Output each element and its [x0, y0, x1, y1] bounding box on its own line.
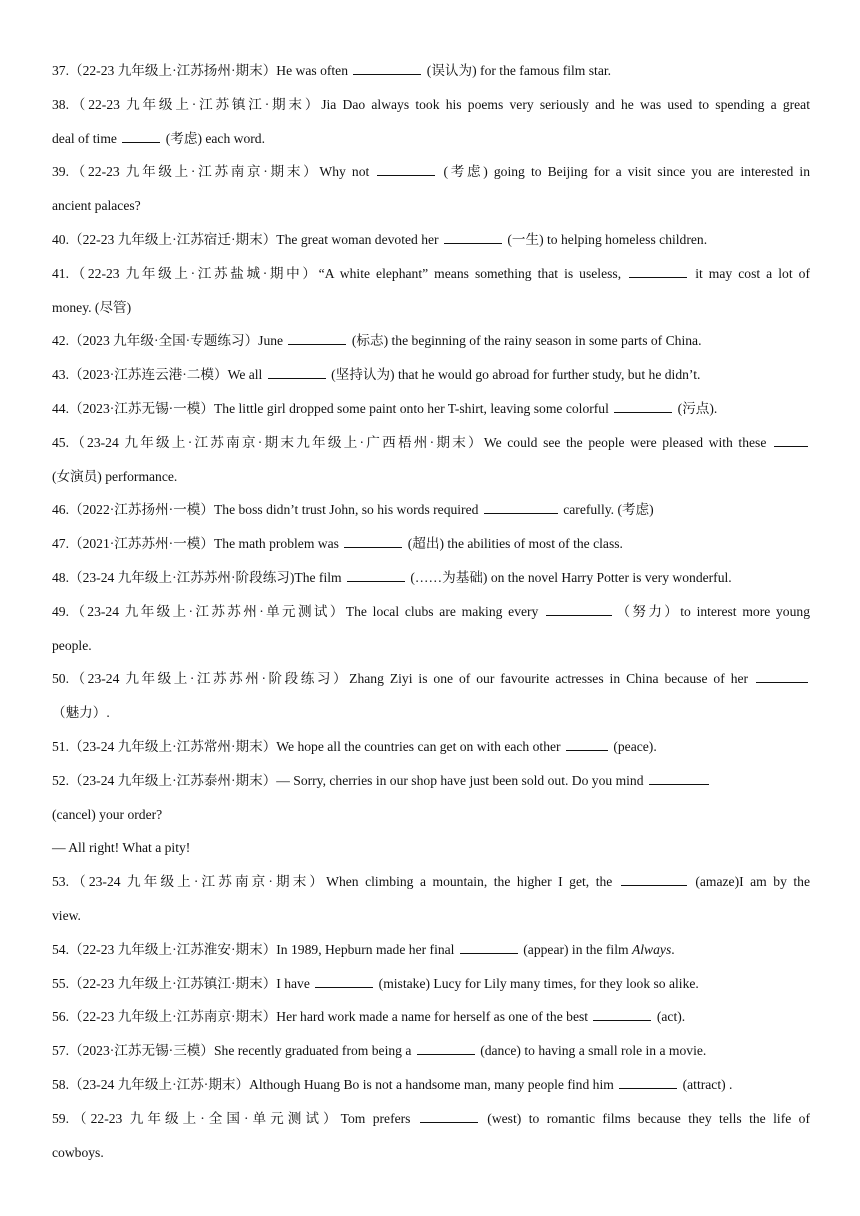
answer-blank[interactable]	[347, 569, 405, 582]
question-text: (peace).	[609, 738, 657, 754]
question-text: (amaze)I am by the	[688, 874, 810, 890]
question-text: it may cost a lot of	[689, 265, 810, 281]
question-text: cowboys.	[52, 1144, 104, 1160]
question-item	[52, 1034, 810, 1068]
question-item	[52, 561, 810, 595]
question-line	[52, 223, 810, 257]
question-item	[52, 54, 810, 88]
question-text: (appear) in the film	[519, 941, 632, 957]
question-line	[52, 730, 810, 764]
question-item	[52, 730, 810, 764]
question-text: 56.（22-23 九年级上·江苏南京·期末）Her hard work made a name for herself as one of the best	[52, 1009, 592, 1025]
question-text: 50.（23-24 九年级上·江苏苏州·阶段练习）Zhang Ziyi is one of our favourite actresses in China because of her	[52, 671, 754, 687]
question-line	[52, 122, 810, 156]
question-text: (超出) the abilities of most of the class.	[404, 536, 623, 552]
question-item	[52, 865, 810, 933]
question-text: 47.（2021·江苏苏州·一模）The math problem was	[52, 536, 343, 552]
question-text: (坚持认为) that he would go abroad for further study, but he didn’t.	[327, 367, 701, 383]
answer-blank[interactable]	[444, 231, 502, 244]
question-item	[52, 967, 810, 1001]
answer-blank[interactable]	[460, 941, 518, 954]
question-text: (act).	[653, 1009, 686, 1025]
question-line	[52, 88, 810, 122]
answer-blank[interactable]	[484, 501, 558, 514]
question-text: 48.（23-24 九年级上·江苏苏州·阶段练习)The film	[52, 569, 345, 585]
answer-blank[interactable]	[566, 738, 608, 751]
question-line	[52, 1034, 810, 1068]
answer-blank[interactable]	[288, 332, 346, 345]
question-text: (考虑) going to Beijing for a visit since you are interested in	[437, 164, 810, 180]
question-line	[52, 865, 810, 899]
question-text: ancient palaces?	[52, 198, 141, 214]
question-text: 37.（22-23 九年级上·江苏扬州·期末）He was often	[52, 63, 352, 78]
question-text: view.	[52, 907, 81, 923]
question-text: 55.（22-23 九年级上·江苏镇江·期末）I have	[52, 975, 314, 991]
question-text: (误认为) for the famous film star.	[423, 63, 612, 78]
question-item	[52, 88, 810, 156]
question-line	[52, 1102, 810, 1136]
question-text: (attract) .	[679, 1076, 733, 1092]
question-text: （魅力）.	[52, 705, 110, 721]
question-text: 44.（2023·江苏无锡·一模）The little girl dropped some paint onto her T-shirt, leaving some colorful	[52, 400, 613, 416]
question-line	[52, 527, 810, 561]
question-text: 38.（22-23 九年级上·江苏镇江·期末）Jia Dao always took his poems very seriously and he was used to spending a great	[52, 96, 810, 112]
question-text: (考虑) each word.	[162, 130, 265, 146]
question-line	[52, 831, 810, 865]
italic-title: Always	[631, 941, 672, 957]
question-item	[52, 595, 810, 663]
answer-blank[interactable]	[621, 873, 687, 886]
question-item	[52, 527, 810, 561]
question-text: 41.（22-23 九年级上·江苏盐城·期中）“A white elephant” means something that is useless,	[52, 265, 628, 281]
question-text: 45.（23-24 九年级上·江苏南京·期末九年级上·广西梧州·期末）We could see the people were pleased with these	[52, 434, 772, 450]
question-line	[52, 189, 810, 223]
question-text: 39.（22-23 九年级上·江苏南京·期末）Why not	[52, 164, 376, 180]
answer-blank[interactable]	[377, 163, 435, 176]
question-item	[52, 358, 810, 392]
question-text: carefully. (考虑)	[559, 502, 654, 518]
answer-blank[interactable]	[619, 1076, 677, 1089]
question-text: 53.（23-24 九年级上·江苏南京·期末）When climbing a mountain, the higher I get, the	[52, 874, 619, 890]
question-item	[52, 155, 810, 223]
question-text: 49.（23-24 九年级上·江苏苏州·单元测试）The local clubs are making every	[52, 603, 545, 619]
question-text: people.	[52, 637, 92, 653]
answer-blank[interactable]	[122, 130, 160, 143]
question-text: 46.（2022·江苏扬州·一模）The boss didn’t trust John, so his words required	[52, 502, 482, 518]
question-text: 52.（23-24 九年级上·江苏泰州·期末）— Sorry, cherries in our shop have just been sold out. Do you mind	[52, 772, 647, 788]
question-text: — All right! What a pity!	[52, 840, 191, 856]
question-line	[52, 392, 810, 426]
question-text: 59.（22-23 九年级上·全国·单元测试）Tom prefers	[52, 1110, 418, 1126]
question-list	[52, 54, 810, 1169]
question-text: .	[671, 941, 675, 957]
question-text: (cancel) your order?	[52, 806, 163, 822]
question-item	[52, 493, 810, 527]
question-item	[52, 1102, 810, 1170]
question-text: 43.（2023·江苏连云港·二模）We all	[52, 367, 266, 383]
question-line	[52, 460, 810, 494]
question-text: 40.（22-23 九年级上·江苏宿迁·期末）The great woman devoted her	[52, 231, 442, 247]
question-line	[52, 358, 810, 392]
question-item	[52, 223, 810, 257]
question-item	[52, 392, 810, 426]
question-line	[52, 662, 810, 696]
question-text: (一生) to helping homeless children.	[503, 231, 708, 247]
answer-blank[interactable]	[629, 265, 687, 278]
question-text: 57.（2023·江苏无锡·三模）She recently graduated from being a	[52, 1043, 415, 1059]
answer-blank[interactable]	[614, 400, 672, 413]
question-line	[52, 257, 810, 291]
question-text: (……为基础) on the novel Harry Potter is very wonderful.	[407, 569, 732, 585]
answer-blank[interactable]	[420, 1110, 478, 1123]
question-item	[52, 764, 810, 865]
question-text: (污点).	[674, 400, 718, 416]
question-line	[52, 291, 810, 325]
answer-blank[interactable]	[756, 670, 808, 683]
answer-blank[interactable]	[344, 535, 402, 548]
question-item	[52, 662, 810, 730]
question-text: (mistake) Lucy for Lily many times, for they look so alike.	[375, 975, 699, 991]
question-item	[52, 1000, 810, 1034]
question-line	[52, 1136, 810, 1170]
question-line	[52, 324, 810, 358]
question-line	[52, 426, 810, 460]
question-item	[52, 257, 810, 325]
question-text: （努力）to interest more young	[614, 603, 810, 619]
question-line	[52, 899, 810, 933]
answer-blank[interactable]	[315, 975, 373, 988]
question-line	[52, 696, 810, 730]
question-line	[52, 155, 810, 189]
question-line	[52, 764, 810, 798]
question-text: money. (尽管)	[52, 299, 132, 315]
answer-blank[interactable]	[649, 772, 709, 785]
question-line	[52, 54, 810, 88]
question-line	[52, 933, 810, 967]
question-text: (west) to romantic films because they tells the life of	[479, 1110, 810, 1126]
question-text: (女演员) performance.	[52, 468, 178, 484]
question-line	[52, 1000, 810, 1034]
question-text: 58.（23-24 九年级上·江苏·期末）Although Huang Bo is not a handsome man, many people find him	[52, 1076, 618, 1092]
question-item	[52, 426, 810, 494]
answer-blank[interactable]	[417, 1042, 475, 1055]
question-text: 42.（2023 九年级·全国·专题练习）June	[52, 333, 287, 349]
question-item	[52, 933, 810, 967]
answer-blank[interactable]	[593, 1008, 651, 1021]
question-line	[52, 561, 810, 595]
question-line	[52, 967, 810, 1001]
question-text: 54.（22-23 九年级上·江苏淮安·期末）In 1989, Hepburn made her final	[52, 941, 458, 957]
question-text: deal of time	[52, 130, 121, 146]
question-line	[52, 798, 810, 832]
question-line	[52, 629, 810, 663]
question-text: (dance) to having a small role in a movie.	[476, 1043, 707, 1059]
answer-blank[interactable]	[353, 62, 421, 75]
question-line	[52, 493, 810, 527]
question-line	[52, 1068, 810, 1102]
question-text: (标志) the beginning of the rainy season in some parts of China.	[348, 333, 702, 349]
question-item	[52, 1068, 810, 1102]
question-line	[52, 595, 810, 629]
answer-blank[interactable]	[546, 603, 612, 616]
question-item	[52, 324, 810, 358]
answer-blank[interactable]	[268, 366, 326, 379]
answer-blank[interactable]	[774, 434, 808, 447]
question-text: 51.（23-24 九年级上·江苏常州·期末）We hope all the countries can get on with each other	[52, 738, 564, 754]
